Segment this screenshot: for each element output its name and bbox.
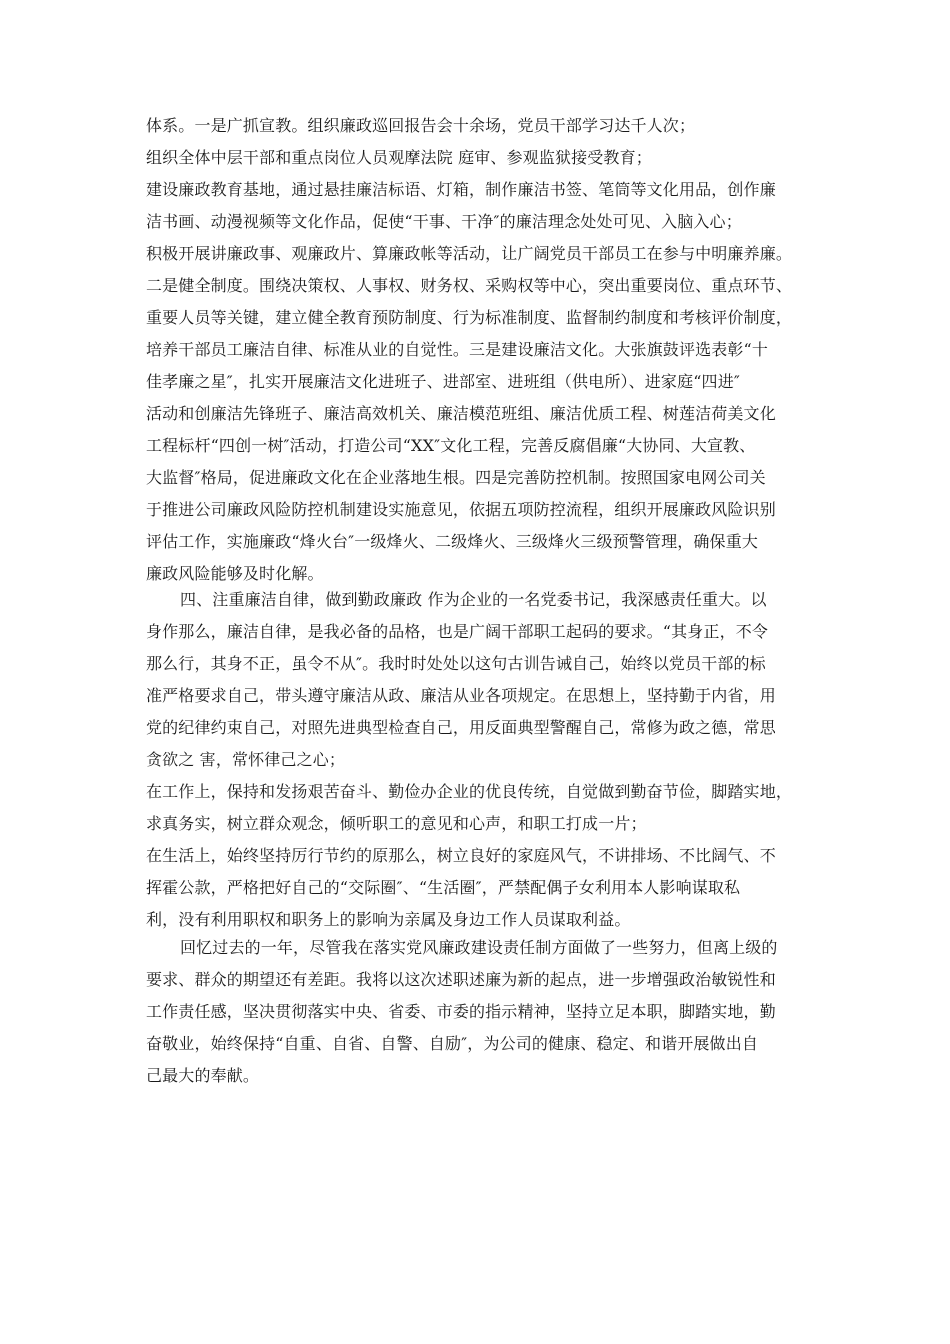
text-line: 佳孝廉之星″，扎实开展廉洁文化进班子、进部室、进班组（供电所）、进家庭“四进″ bbox=[146, 372, 740, 391]
text-line: 工作责任感，坚决贯彻落实中央、省委、市委的指示精神，坚持立足本职，脚踏实地，勤 bbox=[146, 1002, 776, 1021]
text-line: 洁书画、动漫视频等文化作品，促使“干事、干净″的廉洁理念处处可见、入脑入心； bbox=[146, 212, 742, 231]
text-line: 准严格要求自己，带头遵守廉洁从政、廉洁从业各项规定。在思想上，坚持勤于内省，用 bbox=[146, 686, 776, 705]
text-line: 四、注重廉洁自律，做到勤政廉政 作为企业的一名党委书记，我深感责任重大。以 bbox=[180, 590, 767, 609]
text-line: 利，没有利用职权和职务上的影响为亲属及身边工作人员谋取利益。 bbox=[146, 910, 631, 929]
text-line: 求真务实，树立群众观念，倾听职工的意见和心声，和职工打成一片； bbox=[146, 814, 647, 833]
paragraph-education-system bbox=[146, 110, 806, 590]
text-line: 在工作上，保持和发扬艰苦奋斗、勤俭办企业的优良传统，自觉做到勤奋节俭，脚踏实地， bbox=[146, 782, 793, 801]
text-line: 在生活上，始终坚持厉行节约的原那么，树立良好的家庭风气，不讲排场、不比阔气、不 bbox=[146, 846, 776, 865]
text-line: 大监督″格局，促进廉政文化在企业落地生根。四是完善防控机制。按照国家电网公司关 bbox=[146, 468, 766, 487]
text-line: 身作那么，廉洁自律，是我必备的品格，也是广阔干部职工起码的要求。“其身正，不令 bbox=[146, 622, 769, 641]
paragraph-self-discipline bbox=[146, 584, 806, 936]
text-line: 于推进公司廉政风险防控机制建设实施意见，依据五项防控流程，组织开展廉政风险识别 bbox=[146, 500, 776, 519]
text-line: 己最大的奉献。 bbox=[146, 1066, 260, 1085]
text-line: 二是健全制度。围绕决策权、人事权、财务权、采购权等中心，突出重要岗位、重点环节、 bbox=[146, 276, 793, 295]
text-line: 挥霍公款，严格把好自己的“交际圈″、“生活圈″，严禁配偶子女利用本人影响谋取私 bbox=[146, 878, 741, 897]
text-line: 评估工作，实施廉政“烽火台″一级烽火、二级烽火、三级烽火三级预警管理，确保重大 bbox=[146, 532, 759, 551]
text-line: 贪欲之 害，常怀律己之心； bbox=[146, 750, 346, 769]
text-line: 体系。一是广抓宣教。组织廉政巡回报告会十余场，党员干部学习达千人次； bbox=[146, 116, 696, 135]
text-line: 工程标杆“四创一树″活动，打造公司“XX″文化工程，完善反腐倡廉“大协同、大宣教、 bbox=[146, 436, 756, 455]
text-line: 廉政风险能够及时化解。 bbox=[146, 564, 324, 583]
text-line: 积极开展讲廉政事、观廉政片、算廉政帐等活动，让广阔党员干部员工在参与中明廉养廉。 bbox=[146, 244, 793, 263]
text-line: 回忆过去的一年，尽管我在落实党风廉政建设责任制方面做了一些努力，但离上级的 bbox=[180, 938, 778, 957]
text-line: 党的纪律约束自己，对照先进典型检查自己，用反面典型警醒自己，常修为政之德，常思 bbox=[146, 718, 776, 737]
text-line: 那么行，其身不正，虽令不从″。我时时处处以这句古训告诫自己，始终以党员干部的标 bbox=[146, 654, 766, 673]
text-line: 建设廉政教育基地，通过悬挂廉洁标语、灯箱，制作廉洁书签、笔筒等文化用品，创作廉 bbox=[146, 180, 776, 199]
paragraph-conclusion bbox=[146, 932, 806, 1092]
text-line: 培养干部员工廉洁自律、标准从业的自觉性。三是建设廉洁文化。大张旗鼓评选表彰“十 bbox=[146, 340, 769, 359]
text-line: 要求、群众的期望还有差距。我将以这次述职述廉为新的起点，进一步增强政治敏锐性和 bbox=[146, 970, 776, 989]
text-line: 奋敬业，始终保持“自重、自省、自警、自励″，为公司的健康、稳定、和谐开展做出自 bbox=[146, 1034, 759, 1053]
text-line: 组织全体中层干部和重点岗位人员观摩法院 庭审、参观监狱接受教育； bbox=[146, 148, 652, 167]
text-line: 活动和创廉洁先锋班子、廉洁高效机关、廉洁模范班组、廉洁优质工程、树莲洁荷美文化 bbox=[146, 404, 776, 423]
text-line: 重要人员等关键，建立健全教育预防制度、行为标准制度、监督制约制度和考核评价制度， bbox=[146, 308, 793, 327]
